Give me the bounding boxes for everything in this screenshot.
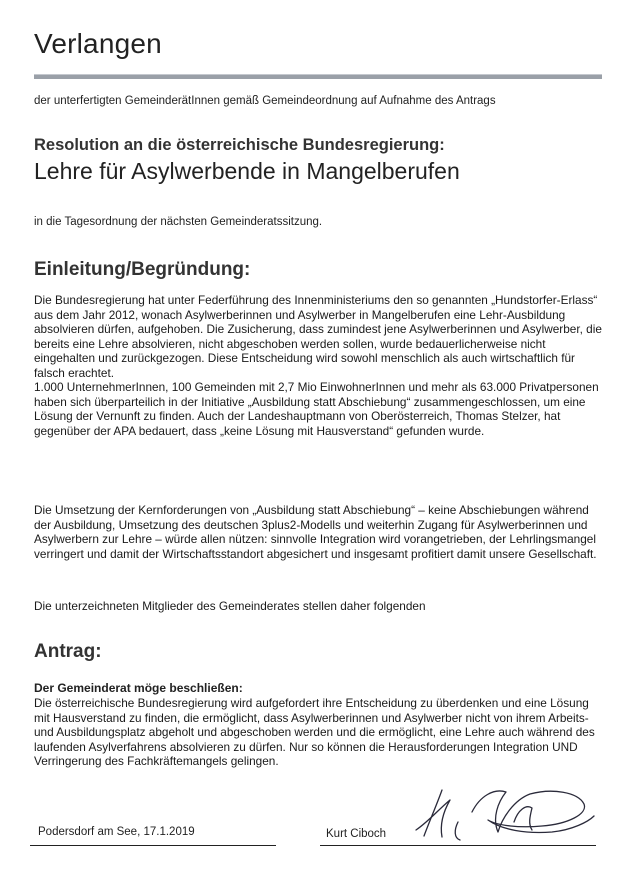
place-date: Podersdorf am See, 17.1.2019 (38, 826, 195, 838)
signatory-name: Kurt Ciboch (326, 828, 387, 840)
motion-heading: Antrag: (34, 641, 102, 662)
document-subline: der unterfertigten GemeinderätInnen gemäß Gemeindeordnung auf Aufnahme des Antrags (34, 95, 496, 107)
document-title: Verlangen (34, 28, 162, 59)
handwritten-signature (402, 782, 602, 852)
title-divider (34, 74, 602, 79)
agenda-note: in die Tagesordnung der nächsten Gemeinderatssitzung. (34, 216, 323, 228)
intro-heading: Einleitung/Begründung: (34, 259, 251, 280)
motion-text: Die österreichische Bundesregierung wird aufgefordert ihre Entscheidung zu überdenken und eine Lösung mit Hausverstand zu finden, die ermöglicht, dass Asylwerberinnen und Asylwerber nicht von ihrem Arbeits- und Ausbildungsplatz abgeholt und abgeschoben werden und die ermöglicht, eine Lehre auch während des laufenden Asylverfahrens absolvieren zu dürfen. Nur so können die Herausforderungen Integration UND Verringerung des Fachkräftemangels gelingen. (34, 696, 595, 769)
motion-subheading: Der Gemeinderat möge beschließen: (34, 681, 243, 695)
intro-paragraph: Die Bundesregierung hat unter Federführung des Innenministeriums den so genannten „Hundstorfer-Erlass“ aus dem Jahr 2012, wonach Asylwerberinnen und Asylwerber in Mangelberufen eine Lehr-Ausbildung absolvieren dürfen, aufgehoben. Die Zusicherung, dass zumindest jene Asylwerberinnen und Asylwerber, die bereits eine Lehre absolvieren, nicht abgeschoben werden sollen, wurde bedauerlicherweise nicht eingehalten und zurückgezogen. Diese Entscheidung wird sowohl menschlich als auch wirtschaftlich für falsch erachtet. (34, 293, 602, 380)
resolution-title: Resolution an die österreichische Bundesregierung: (34, 136, 445, 154)
intro-paragraph: Die Umsetzung der Kernforderungen von „Ausbildung statt Abschiebung“ – keine Abschiebungen während der Ausbildung, Umsetzung des deutschen 3plus2-Modells und weiterhin Zugang für Asylwerberinnen und Asylwerbern zur Lehre – würde allen nützen: sinnvolle Integration wird vorangetrieben, der Lehrlingsmangel verringert und damit der Wirtschaftsstandort abgesichert und insgesamt profitiert damit unsere Gesellschaft. (34, 503, 597, 561)
signature-line-left (30, 845, 276, 846)
intro-paragraph: 1.000 UnternehmerInnen, 100 Gemeinden mit 2,7 Mio EinwohnerInnen und mehr als 63.000 Privatpersonen haben sich überparteilich in der Initiative „Ausbildung statt Abschiebung“ zusammengeschlossen, um eine Lösung der Vernunft zu finden. Auch der Landeshauptmann von Oberösterreich, Thomas Stelzer, hat gegenüber der APA bedauert, dass „keine Lösung mit Hausverstand“ gefunden wurde. (34, 380, 599, 438)
resolution-subtitle: Lehre für Asylwerbende in Mangelberufen (34, 158, 460, 184)
intro-paragraph: Die unterzeichneten Mitglieder des Gemeinderates stellen daher folgenden (34, 599, 426, 613)
